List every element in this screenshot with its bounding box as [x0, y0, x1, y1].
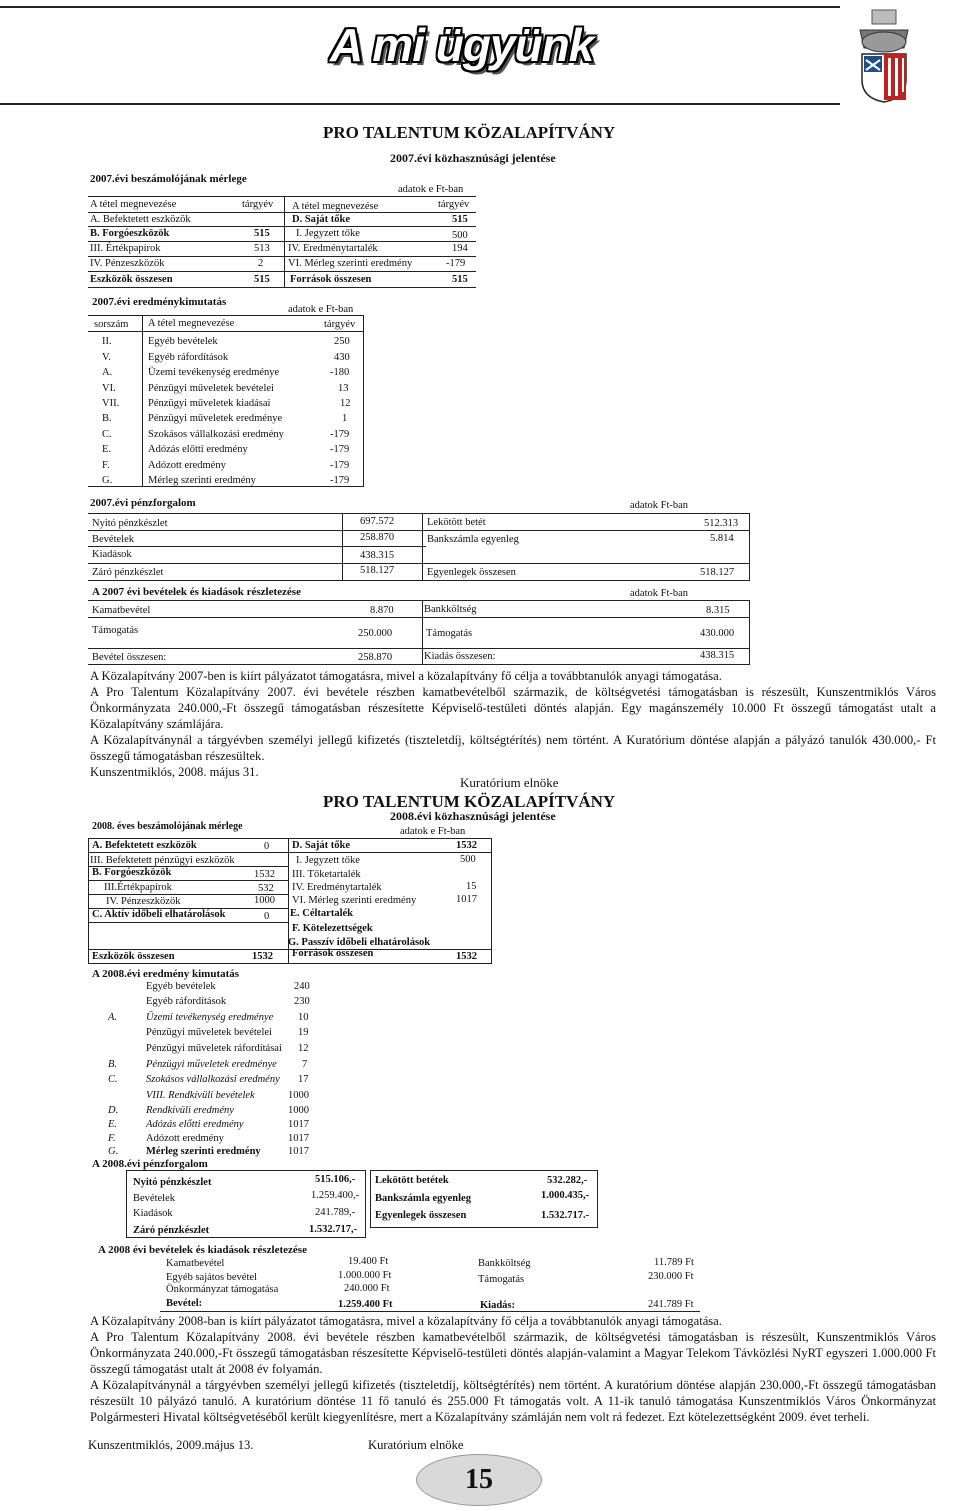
income-row-value: 1000 [288, 1105, 309, 1116]
table-cell: 240.000 Ft [344, 1283, 390, 1294]
income-statement-2007 [88, 315, 364, 487]
income-row-label: Adózás előtti eredmény [146, 1119, 244, 1130]
table-cell: 1.259.400,- [311, 1190, 360, 1201]
org-title-2007: PRO TALENTUM KÖZALAPÍTVÁNY [323, 123, 616, 142]
income-row-value: 1017 [288, 1133, 309, 1144]
table-cell: 241.789 Ft [648, 1299, 694, 1310]
income-row-value: 17 [298, 1074, 309, 1085]
table-cell: -179 [446, 258, 466, 269]
paragraph: A Pro Talentum Közalapítvány 2007. évi bevétele részben kamatbevételből származik, de költségvetési támogatásban is részesült, Kunszentmiklós Város Önkormányzata 240.000,-Ft összegű támogatásban részesítette Képviselő-testületi döntés alapján. Egy magánszemély 10.000 Ft összegű támogatást utalt a Közalapítvány számlájára. [90, 685, 936, 731]
balance-sheet-2007 [88, 196, 476, 288]
table-cell: 532.282,- [547, 1175, 588, 1186]
table-cell: E. Céltartalék [290, 908, 353, 919]
income-row-label: Mérleg szerinti eredmény [148, 475, 256, 486]
table-cell: 1.532.717.- [541, 1210, 590, 1221]
header-rule-bottom [0, 103, 840, 105]
detail-table-2007 [88, 600, 750, 665]
income-row-no: G. [102, 475, 113, 486]
income-row-value: -179 [330, 475, 350, 486]
table-cell: 1000 [254, 895, 275, 906]
table-cell: Kiadás: [480, 1300, 516, 1311]
table-cell: Bevételek [133, 1193, 175, 1204]
table-cell: Kiadások [133, 1208, 173, 1219]
table-cell: 1532 [456, 951, 477, 962]
income-row-label: Egyéb bevételek [146, 981, 216, 992]
income-row-no: C. [108, 1074, 118, 1085]
table-cell: IV. Eredménytartalék [292, 882, 382, 893]
table-cell: 8.870 [370, 605, 394, 616]
income-row-label: Üzemi tevékenység eredménye [148, 367, 280, 378]
income-row-label: Szokásos vállalkozási eredmény [148, 429, 284, 440]
table-cell: A. Befektetett eszközök [92, 840, 197, 851]
table-cell: Bevételek [92, 534, 134, 545]
income-row-value: 1017 [288, 1119, 309, 1130]
right-header-year: tárgyév [438, 199, 470, 210]
place-date-2008: Kunszentmiklós, 2009.május 13. [88, 1438, 254, 1452]
income-row-label: Egyéb ráfordítások [146, 996, 227, 1007]
paragraph: A Közalapítványnál a tárgyévben személyi jellegű kifizetés (tiszteletdíj, költségtérítés) nem történt. A Kuratórium döntése alapján a pályázó tanulók 430.000,- Ft összegű támogatásban részesültek. [90, 733, 936, 763]
table-cell: 1017 [456, 894, 477, 905]
income-row-value: 1017 [288, 1146, 309, 1157]
income-row-no: B. [102, 413, 112, 424]
table-cell: VI. Mérleg szerinti eredmény [288, 258, 413, 269]
income-row-no: V. [102, 352, 111, 363]
org-title-2008: PRO TALENTUM KÖZALAPÍTVÁNY [323, 792, 616, 811]
table-cell: D. Saját tőke [292, 214, 351, 225]
table-cell: 230.000 Ft [648, 1271, 694, 1282]
income-row-label: Pénzügyi műveletek bevételei [148, 383, 274, 394]
paragraph: A Pro Talentum Közalapítvány 2008. évi bevétele részben kamatbevételből származik, de költségvetési támogatásban is részesült, Kunszentmiklós Város Önkormányzata 240.000,-Ft összegű támogatásban részesítette Képviselő-testületi döntés alapján-valamint a Magyar Telekom Távközlési NyRT egyszeri 1.000.000 Ft összegű támogatást utalt át 2008 év folyamán. [90, 1330, 936, 1376]
income-row-label: Pénzügyi műveletek kiadásai [148, 398, 271, 409]
subtitle-2007: 2007.évi közhasznúsági jelentése [390, 151, 556, 165]
table-cell: 5.814 [710, 533, 734, 544]
table-cell: 1532 [254, 869, 275, 880]
cash-title-2007: 2007.évi pénzforgalom [90, 497, 196, 509]
table-cell: Nyitó pénzkészlet [92, 518, 168, 529]
table-cell: Bankköltség [424, 604, 477, 615]
paragraph: Kunszentmiklós, 2008. május 31. [90, 765, 259, 779]
paragraph: A Közalapítvány 2007-ben is kiírt pályázatot támogatásra, mivel a közalapítvány fő célja a továbbtanulók anyagi támogatása. [90, 669, 722, 683]
page-number-badge [416, 1454, 542, 1506]
table-cell: 0 [264, 911, 270, 922]
income-row-label: Pénzügyi műveletek ráfordításai [146, 1043, 282, 1054]
table-cell: IV. Pénzeszközök [90, 258, 165, 269]
table-cell: Egyenlegek összesen [375, 1210, 467, 1221]
table-cell: 1.259.400 Ft [338, 1299, 393, 1310]
table-cell: Támogatás [478, 1274, 525, 1285]
income-row-no: A. [102, 367, 113, 378]
table-cell: Támogatás [92, 625, 139, 636]
table-cell: 11.789 Ft [654, 1257, 694, 1268]
income-row-value: 12 [340, 398, 351, 409]
table-cell: 1532 [456, 840, 477, 851]
table-cell: Bevétel: [166, 1298, 203, 1309]
cash-unit: adatok Ft-ban [630, 500, 689, 511]
table-cell: 1532 [252, 951, 273, 962]
right-header-name: A tétel megnevezése [292, 201, 379, 212]
income-row-label: Adózott eredmény [146, 1133, 224, 1144]
income-row-label: Pénzügyi műveletek bevételei [146, 1027, 272, 1038]
table-cell: Egyenlegek összesen [427, 567, 516, 578]
header-title: A mi ügyünk [330, 19, 594, 71]
table-cell: Önkormányzat támogatása [166, 1284, 279, 1295]
table-cell: III. Tőketartalék [292, 869, 361, 880]
signature-2008: Kuratórium elnöke [368, 1438, 464, 1452]
income-row-no: E. [108, 1119, 118, 1130]
income-row-no: F. [102, 460, 110, 471]
income-row-value: 240 [294, 981, 310, 992]
unit-label: adatok e Ft-ban [398, 184, 464, 195]
balance-title-2008: 2008. éves beszámolójának mérlege [92, 821, 243, 832]
table-cell: Bevétel összesen: [92, 652, 167, 663]
table-cell: Eszközök összesen [90, 274, 173, 285]
income-row-value: 230 [294, 996, 310, 1007]
table-cell: 438.315 [700, 650, 735, 661]
table-cell: 1.000.435,- [541, 1190, 590, 1201]
table-cell: 500 [452, 230, 468, 241]
income-row-value: 1 [342, 413, 348, 424]
table-cell: III.Értékpapírok [104, 882, 172, 893]
income-row-label: Egyéb ráfordítások [148, 352, 229, 363]
coat-of-arms-icon [852, 8, 916, 104]
income-row-value: 7 [302, 1059, 308, 1070]
left-header-name: A tétel megnevezése [90, 199, 177, 210]
table-cell: C. Aktív időbeli elhatárolások [92, 909, 226, 920]
table-cell: B. Forgóeszközök [90, 228, 170, 239]
table-cell: 250.000 [358, 628, 393, 639]
table-cell: Kiadás összesen: [424, 651, 496, 662]
table-cell: 0 [264, 841, 270, 852]
paragraph: A Közalapítványnál a tárgyévben személyi jellegű kifizetés (tiszteletdíj, költségtérítés) nem történt. A kuratórium döntése alapján 230.000,-Ft összegű támogatásban részesült 10 pályázó tanuló. A kuratórium döntése 11 fő tanuló és 255.000 Ft támogatás volt. A 11-ik tanuló támogatása Kunszentmiklós Város Önkormányzat Polgármesteri Hivatal költségvetéséből került kiegyenlítésre, mert a Közalapítvány számláján nem volt rá fedezet. Ezt kötelezettségként 2009. évet terheli. [90, 1378, 936, 1424]
table-cell: Lekötött betét [427, 517, 486, 528]
table-cell: Záró pénzkészlet [133, 1225, 210, 1236]
table-cell: 697.572 [360, 516, 395, 527]
table-cell: A. Befektetett eszközök [90, 214, 191, 225]
income-row-label: VIII. Rendkívüli bevételek [146, 1090, 255, 1101]
table-cell: Nyitó pénzkészlet [133, 1177, 212, 1188]
table-cell: 512.313 [704, 518, 739, 529]
table-cell: G. Passzív időbeli elhatárolások [288, 937, 431, 948]
detail-unit: adatok Ft-ban [630, 588, 689, 599]
detail-title-2008: A 2008 évi bevételek és kiadások részletezése [98, 1244, 307, 1256]
table-cell: D. Saját tőke [292, 840, 351, 851]
table-cell: Kamatbevétel [92, 605, 151, 616]
table-cell: IV. Pénzeszközök [106, 896, 181, 907]
income-row-no: F. [108, 1133, 116, 1144]
income-row-no: VII. [102, 398, 120, 409]
table-cell: 1.532.717,- [309, 1224, 358, 1235]
cash-left-2008 [126, 1170, 366, 1238]
table-cell: 515 [452, 214, 468, 225]
table-cell: I. Jegyzett tőke [296, 855, 360, 866]
income-row-label: Pénzügyi műveletek eredménye [146, 1059, 277, 1070]
subtitle-2008: 2008.évi közhasznúsági jelentése [390, 809, 556, 823]
table-cell: 518.127 [360, 565, 395, 576]
table-cell: III. Értékpapírok [90, 243, 161, 254]
income-row-no: E. [102, 444, 112, 455]
table-cell: 513 [254, 243, 270, 254]
text-2008 [90, 1313, 936, 1425]
income-row-value: 10 [298, 1012, 309, 1023]
table-cell: Egyéb sajátos bevétel [166, 1272, 257, 1283]
income-row-no: II. [102, 336, 112, 347]
table-cell: 500 [460, 854, 476, 865]
page-number: 15 [465, 1464, 493, 1495]
table-cell: Források összesen [290, 274, 372, 285]
income-header-year: tárgyév [324, 319, 356, 330]
table-cell: 515 [452, 274, 468, 285]
table-cell: 19.400 Ft [348, 1256, 389, 1267]
table-cell: 515 [254, 274, 270, 285]
table-cell: Eszközök összesen [92, 951, 175, 962]
cash-title-2008: A 2008.évi pénzforgalom [92, 1158, 208, 1170]
table-cell: 258.870 [358, 652, 393, 663]
left-header-year: tárgyév [242, 199, 274, 210]
table-cell: I. Jegyzett tőke [296, 228, 360, 239]
table-cell: Bankszámla egyenleg [427, 534, 519, 545]
signature-2007: Kuratórium elnöke [460, 775, 559, 790]
income-row-no: G. [108, 1146, 119, 1157]
income-title-2007: 2007.évi eredménykimutatás [92, 296, 227, 308]
income-row-no: C. [102, 429, 112, 440]
table-cell: 2 [258, 258, 264, 269]
table-cell: 515.106,- [315, 1174, 356, 1185]
table-cell: Bankszámla egyenleg [375, 1193, 471, 1204]
table-cell: III. Befektetett pénzügyi eszközök [90, 855, 235, 866]
income-row-value: -179 [330, 429, 350, 440]
income-row-no: D. [108, 1105, 119, 1116]
table-cell: F. Kötelezettségek [292, 923, 373, 934]
income-title-2008: A 2008.évi eredmény kimutatás [92, 968, 240, 980]
income-row-value: 1000 [288, 1090, 309, 1101]
income-row-no: B. [108, 1059, 118, 1070]
table-cell: Források összesen [292, 948, 374, 959]
income-row-label: Pénzügyi műveletek eredménye [148, 413, 283, 424]
income-unit: adatok e Ft-ban [288, 304, 354, 315]
income-row-value: -180 [330, 367, 350, 378]
income-row-value: -179 [330, 460, 350, 471]
paragraph: A Közalapítvány 2008-ban is kiírt pályázatot támogatásra, mivel a közalapítvány fő célja a továbbtanulók anyagi támogatása. [90, 1314, 722, 1328]
table-cell: 518.127 [700, 567, 735, 578]
table-cell: 438.315 [360, 550, 395, 561]
balance-title-2007: 2007.évi beszámolójának mérlege [90, 173, 247, 185]
income-row-value: -179 [330, 444, 350, 455]
income-row-label: Rendkívüli eredmény [146, 1105, 234, 1116]
income-row-value: 12 [298, 1043, 309, 1054]
income-row-label: Mérleg szerinti eredmény [146, 1146, 261, 1157]
table-cell: 194 [452, 243, 468, 254]
table-cell: 258.870 [360, 532, 395, 543]
table-cell: 15 [466, 881, 477, 892]
detail-title-2007: A 2007 évi bevételek és kiadások részletezése [92, 586, 301, 598]
table-cell: Bankköltség [478, 1258, 531, 1269]
table-cell: 515 [254, 228, 270, 239]
table-cell: Támogatás [426, 628, 473, 639]
balance-sheet-2008 [88, 838, 492, 964]
table-cell: VI. Mérleg szerinti eredmény [292, 895, 417, 906]
header-rule-top [0, 6, 840, 8]
income-row-no: A. [108, 1012, 118, 1023]
income-header-no: sorszám [94, 319, 129, 330]
income-row-label: Üzemi tevékenység eredménye [146, 1012, 274, 1023]
table-cell: 1.000.000 Ft [338, 1270, 392, 1281]
table-cell: IV. Eredménytartalék [288, 243, 378, 254]
detail-table-2008 [160, 1254, 700, 1312]
income-row-label: Szokásos vállalkozási eredmény [146, 1074, 280, 1085]
table-cell: Kamatbevétel [166, 1258, 225, 1269]
table-cell: Kiadások [92, 549, 132, 560]
table-cell: Záró pénzkészlet [92, 567, 164, 578]
unit-label-2008: adatok e Ft-ban [400, 826, 466, 837]
income-row-no: VI. [102, 383, 116, 394]
table-cell: 241.789,- [315, 1207, 356, 1218]
income-row-label: Adózás előtti eredmény [148, 444, 248, 455]
table-cell: Lekötött betétek [375, 1175, 449, 1186]
income-row-value: 430 [334, 352, 350, 363]
income-statement-2008 [88, 966, 368, 1164]
text-2007 [90, 668, 936, 780]
income-row-value: 19 [298, 1027, 309, 1038]
income-row-label: Egyéb bevételek [148, 336, 218, 347]
income-row-label: Adózott eredmény [148, 460, 226, 471]
income-row-value: 250 [334, 336, 350, 347]
cash-flow-2007 [88, 513, 750, 581]
table-cell: 430.000 [700, 628, 735, 639]
table-cell: 532 [258, 883, 274, 894]
cash-right-2008 [370, 1170, 598, 1228]
table-cell: 8.315 [706, 605, 730, 616]
table-cell: B. Forgóeszközök [92, 867, 172, 878]
income-header-name: A tétel megnevezése [148, 318, 235, 329]
income-row-value: 13 [338, 383, 349, 394]
